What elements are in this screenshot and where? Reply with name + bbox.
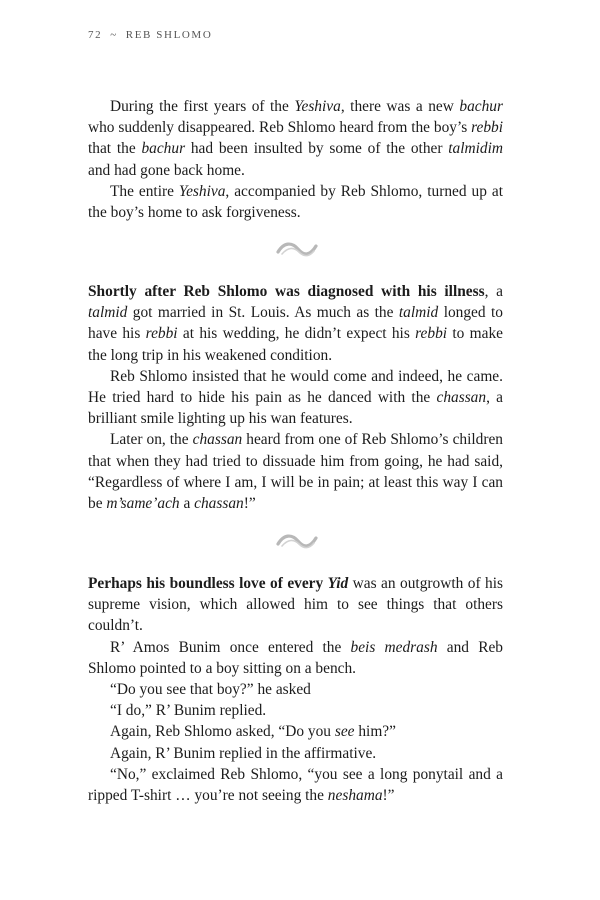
text-run: !” <box>382 787 395 805</box>
italic-term: rebbi <box>145 325 178 343</box>
italic-term: talmid <box>88 304 128 322</box>
text-run: Later on, the <box>110 431 193 449</box>
text-run: a <box>179 495 195 513</box>
section-3 <box>88 573 503 806</box>
paragraph <box>88 700 503 721</box>
text-run: , a brilliant smile lighting up his wan features. <box>88 389 504 428</box>
italic-term: chassan <box>194 495 244 513</box>
paragraph <box>88 743 503 764</box>
italic-term: bachur <box>141 140 186 158</box>
text-run: Reb Shlomo insisted that he would come and indeed, he came. He tried hard to hide his pain as he danced with the <box>88 367 503 407</box>
text-run: him?” <box>354 723 396 741</box>
text-run: who suddenly disappeared. Reb Shlomo heard from the boy’s <box>88 119 472 137</box>
italic-term: rebbi <box>415 325 448 343</box>
paragraph <box>88 721 503 742</box>
italic-term: Yeshiva <box>178 182 226 200</box>
text-run: that the <box>88 140 142 158</box>
text-run: got married in St. Louis. As much as the <box>127 304 399 322</box>
page-number: 72 <box>88 29 103 41</box>
text-run: During the first years of the <box>110 98 295 115</box>
text-run: and had gone back home. <box>88 161 245 179</box>
header-separator: ~ <box>110 29 118 41</box>
italic-term: see <box>334 723 355 741</box>
text-run: at his wedding, he didn’t expect his <box>177 325 416 343</box>
italic-term: talmidim <box>448 140 503 158</box>
text-run: , accompanied by Reb Shlomo, turned up at the boy’s home to ask forgiveness. <box>88 182 503 222</box>
text-run: The entire <box>110 182 179 200</box>
text-run: to make the long trip in his weakened condition. <box>88 325 503 364</box>
italic-term: talmid <box>398 304 439 322</box>
text-run: was an outgrowth of his supreme vision, which allowed him to see things that others couldn’t. <box>88 575 504 635</box>
italic-term: chassan <box>436 389 487 407</box>
italic-term: Yeshiva <box>294 98 341 115</box>
text-run: , a <box>484 283 503 300</box>
italic-term: bachur <box>459 98 503 115</box>
text-run: “Do you see that boy?” he asked <box>110 681 311 699</box>
paragraph <box>88 181 503 223</box>
text-run: , there was a new <box>340 98 460 115</box>
bold-run: Shortly after Reb Shlomo was diagnosed with his illness <box>88 283 485 300</box>
text-run: longed to have his <box>88 304 503 343</box>
paragraph <box>88 96 503 181</box>
text-run: R’ Amos Bunim once entered the <box>110 638 351 656</box>
paragraph <box>88 679 503 700</box>
text-run: Again, Reb Shlomo asked, “Do you <box>110 723 335 741</box>
text-run: had been insulted by some of the other <box>185 140 449 158</box>
bold-run: Perhaps his boundless love of every <box>88 575 328 592</box>
text-run: “I do,” R’ Bunim replied. <box>110 702 267 720</box>
text-run: heard from one of Reb Shlomo’s children that when they had tried to dissuade him from going, he had said, “Regardless of where I am, I will be in pain; at least this way I can be <box>88 431 503 513</box>
text-run: and Reb Shlomo pointed to a boy sitting on a bench. <box>88 638 503 677</box>
italic-term: m’same’ach <box>106 495 180 513</box>
running-title: REB SHLOMO <box>125 29 213 41</box>
section-2 <box>88 281 503 514</box>
tilde-swash-ornament-icon <box>272 238 322 260</box>
paragraph <box>88 764 503 806</box>
italic-term: neshama <box>327 787 383 805</box>
italic-term: beis medrash <box>350 638 438 656</box>
paragraph <box>88 573 503 637</box>
text-run: “No,” exclaimed Reb Shlomo, “you see a long ponytail and a ripped T-shirt … you’re not seeing the <box>88 765 503 805</box>
italic-term: chassan <box>192 431 243 449</box>
italic-term: rebbi <box>471 119 503 137</box>
bold-run: Yid <box>327 575 349 592</box>
tilde-swash-ornament-icon <box>272 530 322 552</box>
paragraph <box>88 366 503 430</box>
text-run: Again, R’ Bunim replied in the affirmative. <box>110 744 377 762</box>
text-run: !” <box>243 495 256 513</box>
paragraph <box>88 281 503 366</box>
paragraph <box>88 429 503 514</box>
section-1 <box>88 96 503 223</box>
running-header <box>88 29 212 41</box>
paragraph <box>88 637 503 679</box>
